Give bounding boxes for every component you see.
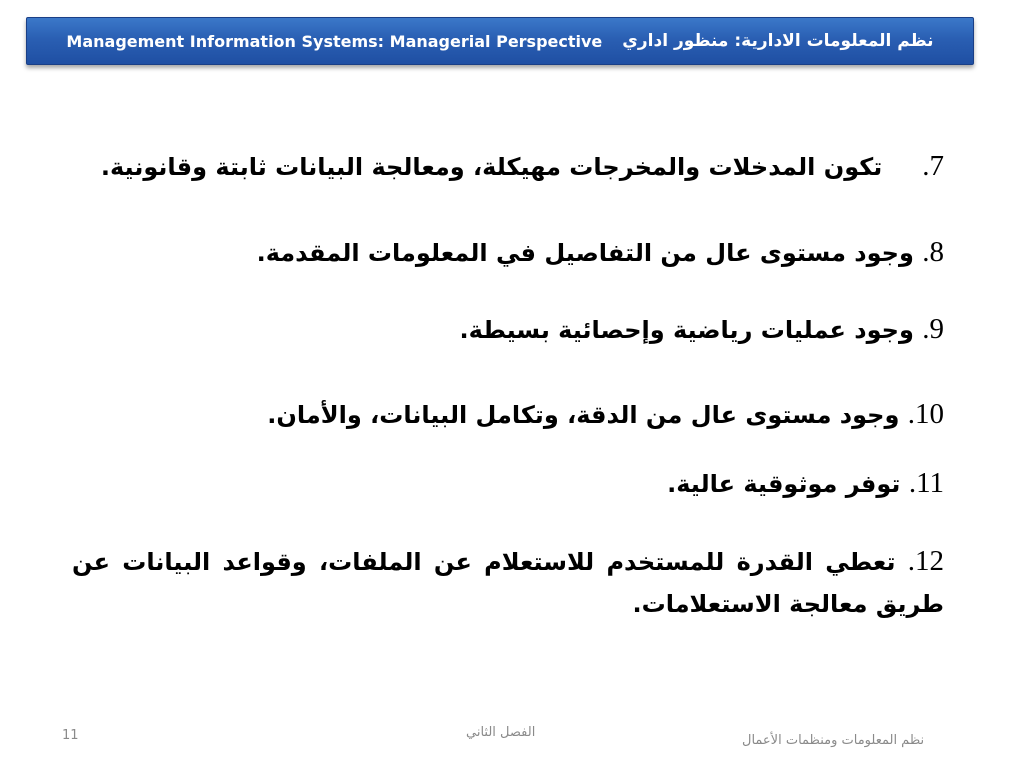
header-bar [26, 17, 974, 65]
item-text: وجود مستوى عال من الدقة، وتكامل البيانات، والأمان. [267, 401, 900, 429]
item-text: تكون المدخلات والمخرجات مهيكلة، ومعالجة البيانات ثابتة وقانونية. [100, 153, 883, 181]
header-title-arabic: نظم المعلومات الادارية: منظور اداري [622, 31, 934, 51]
item-number: 10. [907, 398, 944, 430]
list-item-8 [257, 236, 944, 269]
list-item-7 [101, 150, 944, 183]
list-item-12 [72, 540, 944, 625]
footer-chapter: الفصل الثاني [466, 725, 536, 740]
list-item-10 [267, 398, 944, 431]
item-text: تعطي القدرة للمستخدم للاستعلام عن الملفات، وقواعد البيانات عن طريق معالجة الاستعلامات. [72, 548, 944, 618]
item-text: وجود مستوى عال من التفاصيل في المعلومات المقدمة. [256, 239, 914, 267]
footer-course-title: نظم المعلومات ومنظمات الأعمال [742, 733, 925, 748]
item-text: وجود عمليات رياضية وإحصائية بسيطة. [459, 316, 914, 344]
item-number: 8. [922, 236, 944, 268]
list-item-9 [460, 313, 944, 346]
list-item-11 [667, 467, 944, 500]
header-title-english: Management Information Systems: Managerial Perspective [66, 31, 603, 51]
footer-page-number: 11 [62, 728, 79, 743]
item-number: 9. [922, 313, 944, 345]
item-number: 12. [907, 545, 944, 577]
item-text: توفر موثوقية عالية. [667, 470, 901, 498]
item-number: 11. [908, 467, 944, 499]
item-number: 7. [922, 150, 944, 182]
